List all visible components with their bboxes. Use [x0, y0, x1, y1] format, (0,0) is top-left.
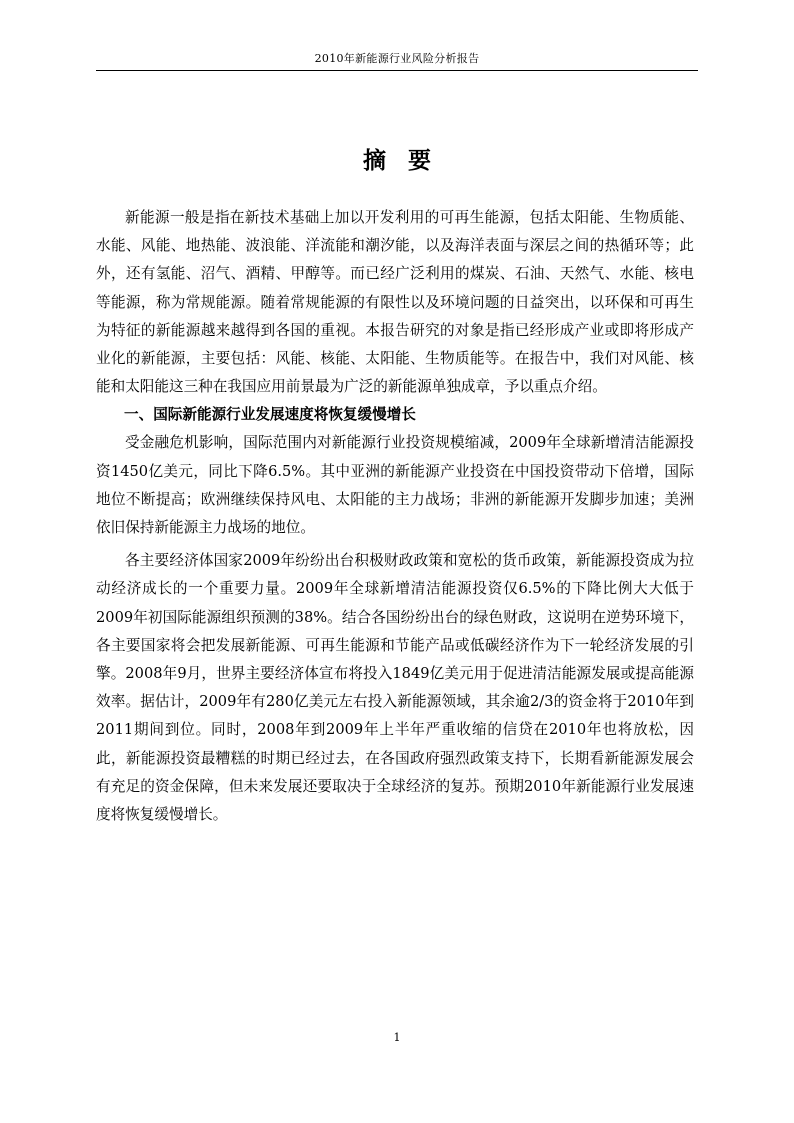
section-paragraph: 各主要经济体国家2009年纷纷出台积极财政政策和宽松的货币政策，新能源投资成为拉动经济成长的一个重要力量。2009年全球新增清洁能源投资仅6.5%的下降比例大大低于2009年初国际能源组织预测的38%。结合各国纷纷出台的绿色财政，这说明在逆势环境下，各主要国家将会把发展新能源、可再生能源和节能产品或低碳经济作为下一轮经济发展的引擎。2008年9月，世界主要经济体宣布将投入1849亿美元用于促进清洁能源发展或提高能源效率。据估计，2009年有280亿美元左右投入新能源领域，其余逾2/3的资金将于2010年到2011期间到位。同时，2008年到2009年上半年严重收缩的信贷在2010年也将放松，因此，新能源投资最糟糕的时期已经过去，在各国政府强烈政策支持下，长期看新能源发展会有充足的资金保障，但未来发展还要取决于全球经济的复苏。预期2010年新能源行业发展速度将恢复缓慢增长。	[96, 552, 694, 824]
running-header: 2010年新能源行业风险分析报告	[314, 52, 480, 65]
intro-paragraph: 新能源一般是指在新技术基础上加以开发利用的可再生能源，包括太阳能、生物质能、水能、风能、地热能、波浪能、洋流能和潮汐能，以及海洋表面与深层之间的热循环等；此外，还有氢能、沼气、酒精、甲醇等。而已经广泛利用的煤炭、石油、天然气、水能、核电等能源，称为常规能源。随着常规能源的有限性以及环境问题的日益突出，以环保和可再生为特征的新能源越来越得到各国的重视。本报告研究的对象是指已经形成产业或即将形成产业化的新能源，主要包括：风能、核能、太阳能、生物质能等。在报告中，我们对风能、核能和太阳能这三种在我国应用前景最为广泛的新能源单独成章，予以重点介绍。	[96, 209, 694, 396]
header-rule	[96, 70, 698, 71]
section-heading: 一、国际新能源行业发展速度将恢复缓慢增长	[124, 406, 416, 424]
page-number: 1	[393, 1031, 401, 1044]
page-title: 摘要	[363, 148, 453, 174]
document-body	[96, 204, 694, 829]
section-paragraph: 受金融危机影响，国际范围内对新能源行业投资规模缩减，2009年全球新增清洁能源投资1450亿美元，同比下降6.5%。其中亚洲的新能源产业投资在中国投资带动下倍增，国际地位不断提高；欧洲继续保持风电、太阳能的主力战场；非洲的新能源开发脚步加速；美洲依旧保持新能源主力战场的地位。	[96, 434, 694, 537]
